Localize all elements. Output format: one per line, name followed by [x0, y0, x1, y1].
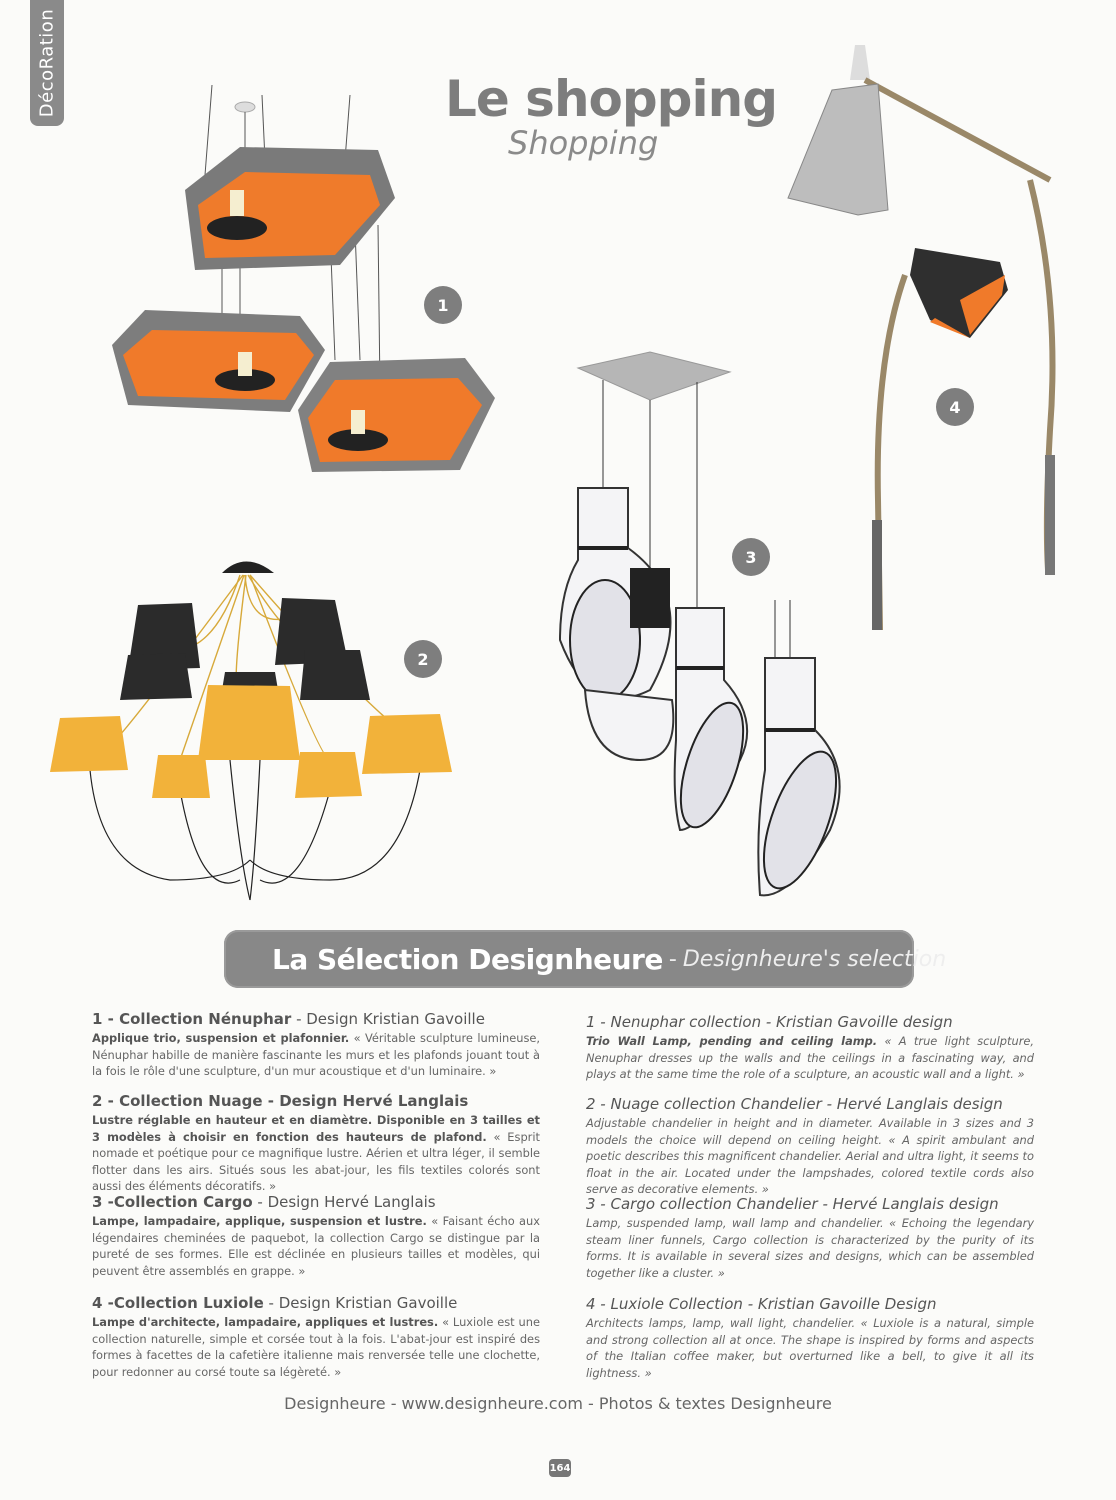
en-entry-luxiole	[586, 1295, 1034, 1381]
credits-footer: Designheure - www.designheure.com - Photos & textes Designheure	[284, 1394, 832, 1413]
fr-entry-body: Applique trio, suspension et plafonnier. « Véritable sculpture lumineuse, Nénuphar habille de manière fascinante les murs et les plafonds jouant tout à la fois le rôle d'une sculpture, d'un mur acoustique et d'un luminaire. »	[92, 1031, 541, 1078]
fr-entry-title: 4 -Collection Luxiole - Design Kristian Gavoille	[92, 1294, 458, 1312]
banner-separator: -	[668, 946, 677, 972]
cargo-lamp-image	[560, 352, 851, 897]
fr-entry-body: Lampe, lampadaire, applique, suspension et lustre. « Faisant écho aux légendaires cheminées de paquebot, la collection Cargo se distingue par la pureté de ses formes. Elle est déclinée en plusieurs tailles et modèles, qui peuvent être assemblés en grappe. »	[92, 1214, 540, 1278]
page-title: Le shopping	[445, 70, 777, 128]
luxiole-lamp-image	[788, 45, 1055, 630]
nenuphar-lamp-image	[112, 85, 495, 472]
badge-4: 4	[936, 388, 974, 426]
fr-entry-title: 3 -Collection Cargo - Design Hervé Langlais	[92, 1193, 436, 1211]
en-entry-cargo	[586, 1195, 1034, 1281]
en-entry-nenuphar	[586, 1013, 1034, 1083]
en-entry-title: 2 - Nuage collection Chandelier - Hervé Langlais design	[586, 1095, 1003, 1113]
fr-entry-title: 2 - Collection Nuage - Design Hervé Langlais	[92, 1092, 469, 1110]
fr-entry-title: 1 - Collection Nénuphar - Design Kristian Gavoille	[92, 1010, 485, 1028]
en-entry-body: Adjustable chandelier in height and in diameter. Available in 3 sizes and 3 models the choice will depend on ceiling height. « A spirit ambulant and poetic describes this magnificent chandelier. Aerial and ultra light, it seems to float in the air. Located under the lampshades, colored textile cords also serve as decorative elements. »	[586, 1116, 1034, 1196]
fr-entry-nenuphar	[92, 1010, 540, 1080]
fr-entry-nuage	[92, 1092, 540, 1195]
page-subtitle: Shopping	[508, 124, 659, 162]
nuage-chandelier-image	[50, 562, 452, 901]
en-entry-body: Lamp, suspended lamp, wall lamp and chandelier. « Echoing the legendary steam liner funnels, Cargo collection is characterized by the purity of its forms. It is available in several sizes and designs, which can be assembled together like a cluster. »	[586, 1216, 1034, 1280]
en-entry-title: 3 - Cargo collection Chandelier - Hervé Langlais design	[586, 1195, 999, 1213]
page-number: 164	[549, 1459, 571, 1477]
badge-2: 2	[404, 640, 442, 678]
en-entry-nuage	[586, 1095, 1034, 1198]
en-entry-title: 1 - Nenuphar collection - Kristian Gavoille design	[586, 1013, 953, 1031]
en-entry-body: Trio Wall Lamp, pending and ceiling lamp. « A true light sculpture, Nenuphar dresses up the walls and the ceilings in a fascinating way, and plays at the same time the role of a sculpture, an acoustic wall and a light. »	[586, 1034, 1035, 1081]
selection-banner	[224, 930, 947, 988]
en-entry-title: 4 - Luxiole Collection - Kristian Gavoille Design	[586, 1295, 937, 1313]
fr-entry-body: Lampe d'architecte, lampadaire, appliques et lustres. « Luxiole est une collection naturelle, simple et corsée tout à la fois. L'abat-jour est inspiré des formes à facettes de la cafetière italienne mais renversée telle une clochette, pour redonner au corsé toute sa légèreté. »	[92, 1315, 540, 1379]
badge-3: 3	[732, 538, 770, 576]
section-tab-label: DécoRation	[36, 8, 58, 118]
fr-entry-cargo	[92, 1193, 540, 1279]
fr-entry-body: Lustre réglable en hauteur et en diamètre. Disponible en 3 tailles et 3 modèles à choisir en fonction des hauteurs de plafond. « Esprit nomade et poétique pour ce magnifique lustre. Aérien et ultra léger, il semble flotter dans les airs. Situés sous les abat-jour, les fils textiles colorés sont aussi des éléments décoratifs. »	[92, 1113, 540, 1193]
banner-subtitle: Designheure's selection	[682, 946, 947, 972]
banner-title: La Sélection Designheure	[272, 942, 663, 976]
en-entry-body: Architects lamps, lamp, wall light, chandelier. « Luxiole is a natural, simple and strong collection all at once. The shape is inspired by forms and aspects of the Italian coffee maker, but overturned like a bell, to give it all its lightness. »	[586, 1316, 1034, 1380]
fr-entry-luxiole	[92, 1294, 540, 1380]
badge-1: 1	[424, 286, 462, 324]
